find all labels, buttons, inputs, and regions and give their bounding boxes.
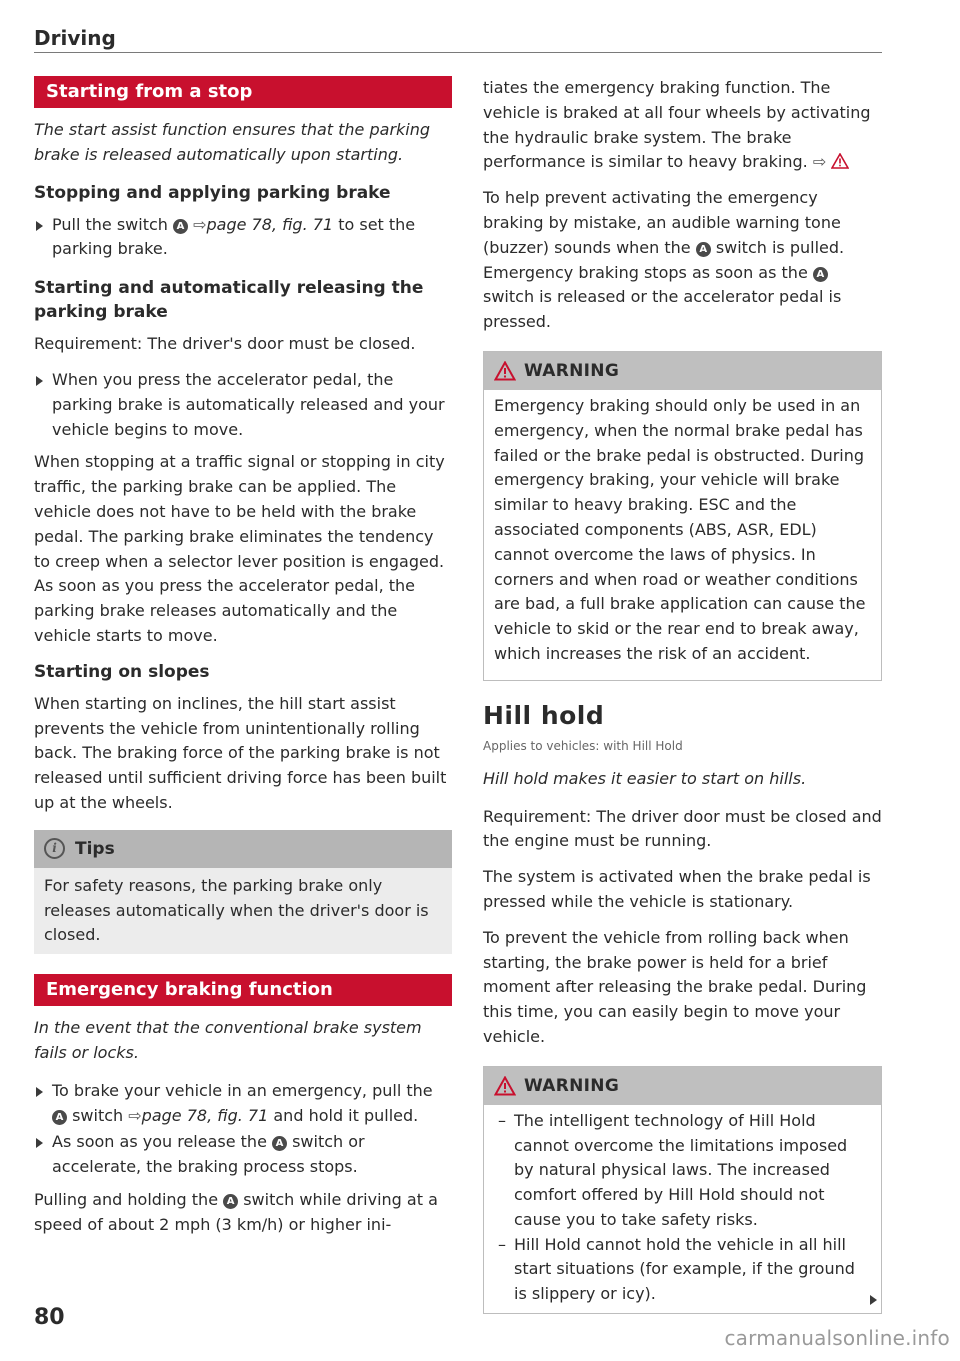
warning-label: WARNING [524,1075,620,1096]
dash-marker: – [498,1234,506,1254]
bullet-text: switch or accelerate, the braking process stops. [52,1132,365,1177]
subheading-stopping: Stopping and applying parking brake [34,182,391,203]
continue-arrow-icon [870,1295,877,1305]
paragraph [483,76,882,175]
bullet-item [34,1130,452,1180]
paragraph-text: Pulling and holding the [34,1189,219,1209]
dash-marker: – [498,1110,506,1130]
arrow-ref-icon: ⇨ [193,214,207,234]
bullet-item [34,368,452,442]
switch-a-icon: A [696,242,711,257]
warning-triangle-icon [831,153,849,169]
bullet-text: Pull the switch [52,214,168,234]
warning-body [484,1105,881,1313]
bullet-text: As soon as you release the [52,1132,267,1152]
paragraph: The system is activated when the brake pedal is pressed while the vehicle is stationary. [483,867,871,911]
paragraph: When starting on inclines, the hill start assist prevents the vehicle from unintentionally rolling back. The braking force of the parking brake is not released until sufficient driving force has been built up at the wheels. [34,693,447,812]
section-lead: The start assist function ensures that the parking brake is released automatically upon starting. [34,120,431,164]
bullet-triangle-icon [36,1087,43,1097]
warning-text: Emergency braking should only be used in an emergency, when the normal brake pedal has failed or the brake pedal is obstructed. During emergency braking, your vehicle will brake similar to heavy braking. ESC and the associated components (ABS, ASR, EDL) cannot overcome the laws of physics. In corners and when road or weather conditions are bad, a full brake application can cause the vehicle to skid or the rear end to break away, which increases the risk of an accident. [494,395,866,663]
arrow-ref-icon: ⇨ [812,152,827,172]
subheading-starting-release: Starting and automatically releasing the parking brake [34,278,424,323]
warning-header [484,352,881,390]
running-head: Driving [34,26,116,50]
paragraph: When stopping at a traffic signal or stopping in city traffic, the parking brake can be applied. The vehicle does not have to be held with the brake pedal. The parking brake eliminates the tendency to creep when a selector lever position is engaged. As soon as you press the accelerator pedal, the parking brake releases automatically and the vehicle starts to move. [34,452,445,645]
requirement-text: Requirement: The driver's door must be closed. [34,334,416,354]
section-title-emergency: Emergency braking function [34,974,452,1006]
page-reference-link[interactable]: page 78, fig. 71 [141,1105,269,1125]
arrow-ref-icon: ⇨ [128,1105,142,1125]
warning-triangle-icon [494,1076,516,1096]
section-title-starting: Starting from a stop [34,76,452,108]
bullet-triangle-icon [36,1138,43,1148]
warning-label: WARNING [524,360,620,381]
bullet-item [34,213,452,263]
dash-item-text: The intelligent technology of Hill Hold cannot overcome the limitations imposed by natural physical laws. The increased comfort offered by Hill Hold should not cause you to take safety risks. [514,1110,848,1229]
warning-box [483,1066,882,1314]
paragraph: To prevent the vehicle from rolling back when starting, the brake power is held for a brief moment after releasing the brake pedal. During this time, you can easily begin to move your vehicle. [483,927,867,1046]
section-title-hill-hold: Hill hold [483,700,605,730]
paragraph [34,1188,452,1238]
info-icon: i [44,838,65,859]
tips-box [34,830,452,954]
paragraph-text: switch while driving at a speed of about 2 mph (3 km/h) or higher ini- [34,1189,438,1234]
switch-a-icon: A [813,267,828,282]
applies-to-note: Applies to vehicles: with Hill Hold [483,738,683,753]
tips-body [34,868,452,954]
paragraph-text: tiates the emergency braking function. The vehicle is braked at all four wheels by activating the hydraulic brake system. The brake performance is similar to heavy braking. [483,78,871,172]
subheading-slopes: Starting on slopes [34,661,210,682]
switch-a-icon: A [223,1194,238,1209]
bullet-text: To brake your vehicle in an emergency, pull the [52,1080,433,1100]
paragraph-text: switch is pulled. Emergency braking stops as soon as the [483,237,845,282]
bullet-text: When you press the accelerator pedal, the parking brake is automatically released and your vehicle begins to move. [52,369,445,439]
dash-item-text: Hill Hold cannot hold the vehicle in all hill start situations (for example, if the ground is slippery or icy). [514,1234,855,1304]
paragraph-text: To help prevent activating the emergency braking by mistake, an audible warning tone (buzzer) sounds when the [483,188,841,257]
bullet-text: and hold it pulled. [273,1105,419,1125]
warning-body [484,390,881,680]
warning-box [483,351,882,681]
watermark: carmanualsonline.info [724,1326,950,1350]
page-number: 80 [34,1305,65,1330]
bullet-text: switch [72,1105,124,1125]
bullet-triangle-icon [36,376,43,386]
tips-header [34,830,452,868]
switch-a-icon: A [272,1136,287,1151]
warning-triangle-icon [494,361,516,381]
tips-text: For safety reasons, the parking brake only releases automatically when the driver's door is closed. [44,875,429,945]
paragraph [483,186,882,335]
bullet-triangle-icon [36,221,43,231]
left-column [34,76,452,1249]
bullet-item [34,1079,452,1129]
dash-list-item [494,1233,871,1307]
section-lead: In the event that the conventional brake system fails or locks. [34,1018,422,1062]
warning-header [484,1067,881,1105]
page-reference-link[interactable]: page 78, fig. 71 [206,214,334,234]
switch-a-icon: A [52,1110,67,1125]
paragraph-text: switch is released or the accelerator pedal is pressed. [483,287,842,332]
header-rule [34,52,882,53]
bullet-text: to set the parking brake. [52,214,416,259]
dash-list-item [494,1109,871,1233]
paragraph: Requirement: The driver door must be closed and the engine must be running. [483,806,882,851]
tips-label: Tips [75,838,115,859]
switch-a-icon: A [173,219,188,234]
section-lead: Hill hold makes it easier to start on hills. [483,768,807,788]
right-column [483,76,882,1332]
